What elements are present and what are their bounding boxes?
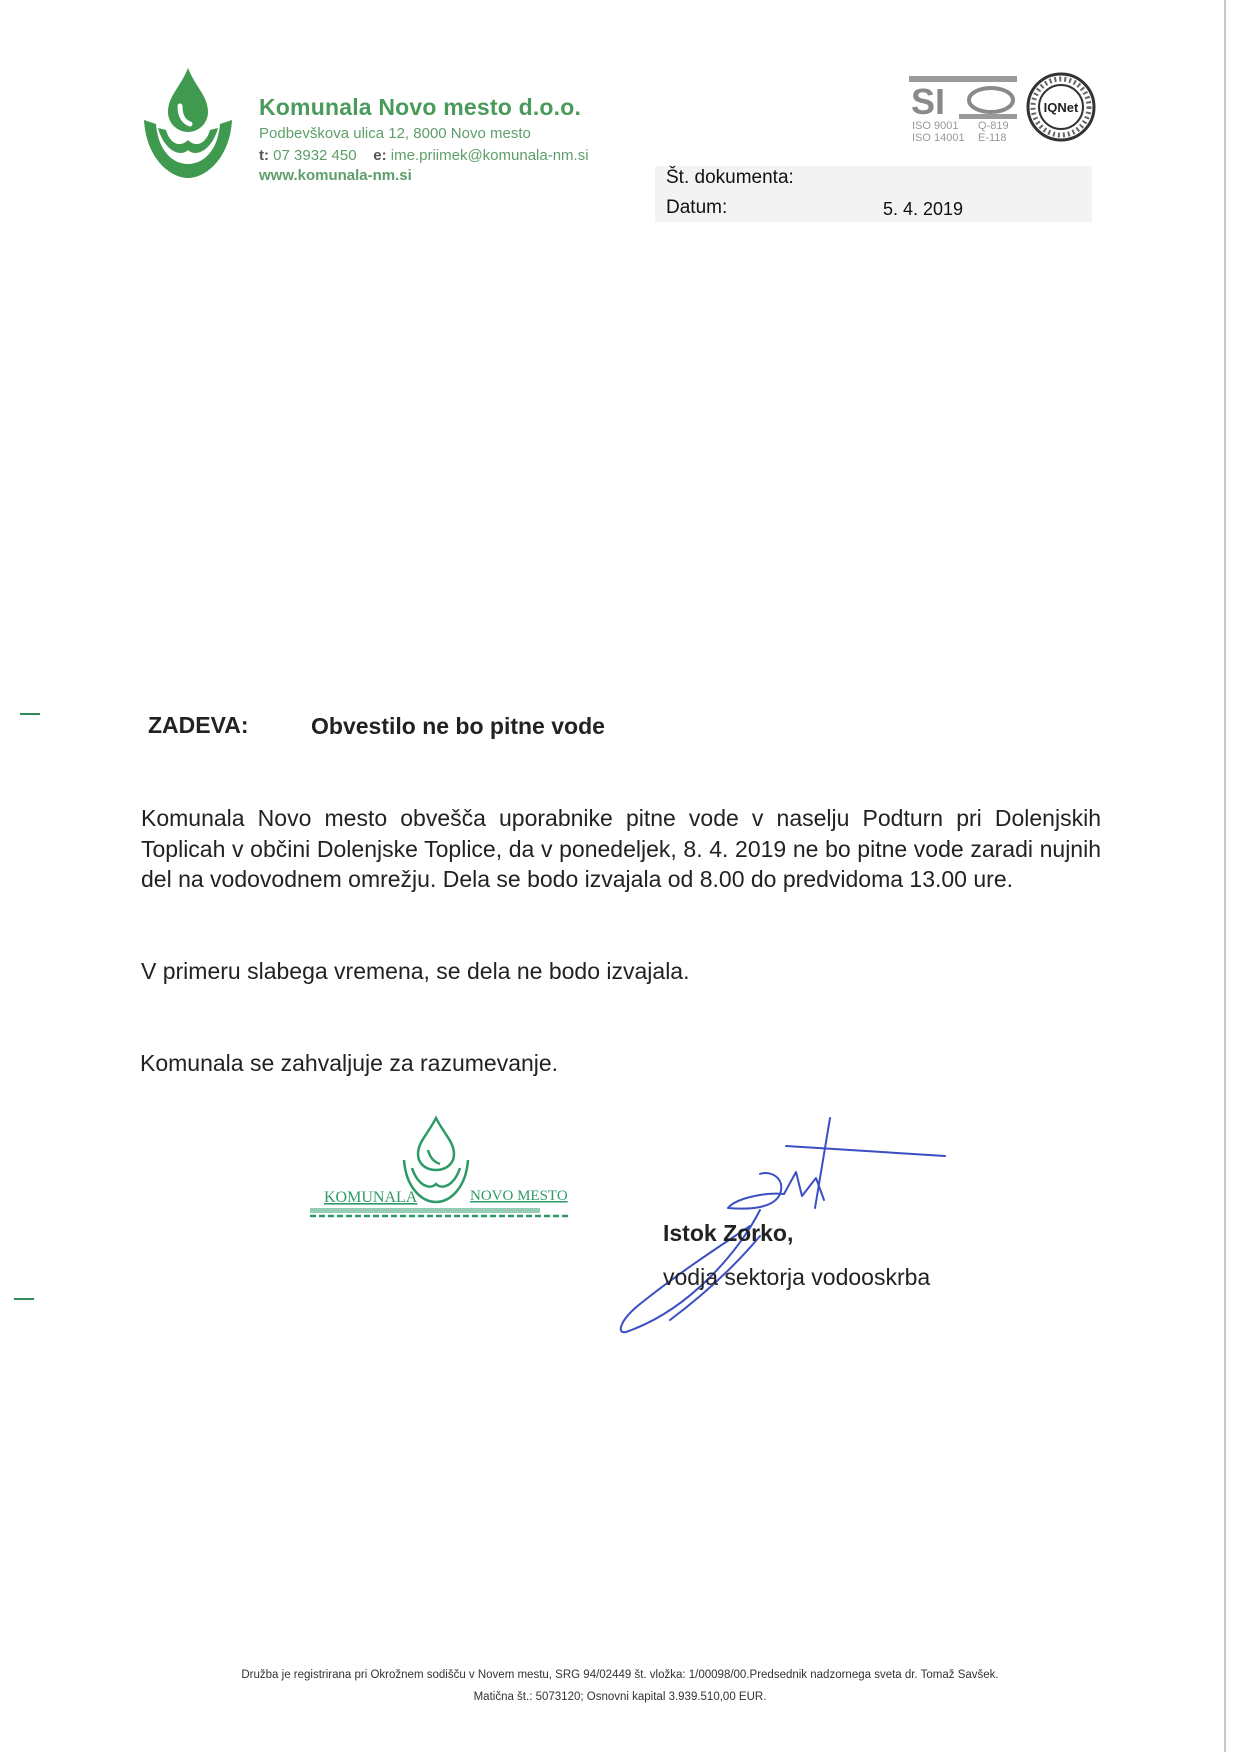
stamp-right-text: NOVO MESTO	[470, 1188, 568, 1204]
phone-number: 07 3932 450	[273, 147, 357, 164]
iso-9001: ISO 9001	[912, 120, 959, 132]
phone-label: t:	[259, 147, 269, 164]
footer-registration: Družba je registrirana pri Okrožnem sodišču v Novem mestu, SRG 94/02449 št. vložka: 1/00098/00.Predsednik nadzornega sveta dr. Tomaž Savšek.	[241, 1669, 999, 1681]
iso-14001-code: E-118	[978, 132, 1007, 144]
margin-mark	[14, 1298, 34, 1300]
body-paragraph: V primeru slabega vremena, se dela ne bodo izvajala.	[141, 958, 690, 984]
subject-text: Obvestilo ne bo pitne vode	[311, 713, 605, 739]
si-certification-mark	[909, 76, 1017, 120]
footer-capital: Matična št.: 5073120; Osnovni kapital 3.939.510,00 EUR.	[473, 1691, 767, 1703]
iqnet-text: IQNet	[1043, 100, 1079, 115]
date-label: Datum:	[666, 197, 728, 218]
company-contact	[259, 147, 589, 164]
iso-9001-code: Q-819	[978, 120, 1009, 132]
email-label: e:	[373, 147, 387, 164]
closing-paragraph: Komunala se zahvaljuje za razumevanje.	[140, 1050, 559, 1076]
date-value: 5. 4. 2019	[883, 199, 964, 219]
scan-edge	[1224, 0, 1226, 1752]
si-mark-text: SI	[911, 81, 946, 120]
body-paragraph: Komunala Novo mesto obvešča uporabnike pitne vode v naselju Podturn pri Dolenjskih Toplicah v občini Dolenjske Toplice, da v ponedeljek, 8. 4. 2019 ne bo pitne vode zaradi nujnih del na vodovodnem omrežju. Dela se bodo izvajala od 8.00 do predvidoma 13.00 ure.	[141, 805, 1101, 892]
company-website: www.komunala-nm.si	[259, 167, 412, 184]
company-address: Podbevškova ulica 12, 8000 Novo mesto	[259, 125, 531, 142]
company-name: Komunala Novo mesto d.o.o.	[259, 94, 582, 120]
document-number-label: Št. dokumenta:	[666, 167, 794, 188]
iqnet-seal	[1026, 72, 1096, 142]
subject-label: ZADEVA:	[148, 712, 249, 738]
company-logo	[140, 66, 236, 182]
iso-14001: ISO 14001	[912, 132, 965, 144]
signer-role: vodja sektorja vodooskrba	[663, 1264, 931, 1290]
stamp-left-text: KOMUNALA	[324, 1189, 418, 1206]
margin-mark	[20, 713, 40, 715]
signer-name: Istok Zorko,	[663, 1220, 794, 1246]
company-stamp	[300, 1110, 580, 1230]
email-address: ime.priimek@komunala-nm.si	[390, 147, 589, 164]
